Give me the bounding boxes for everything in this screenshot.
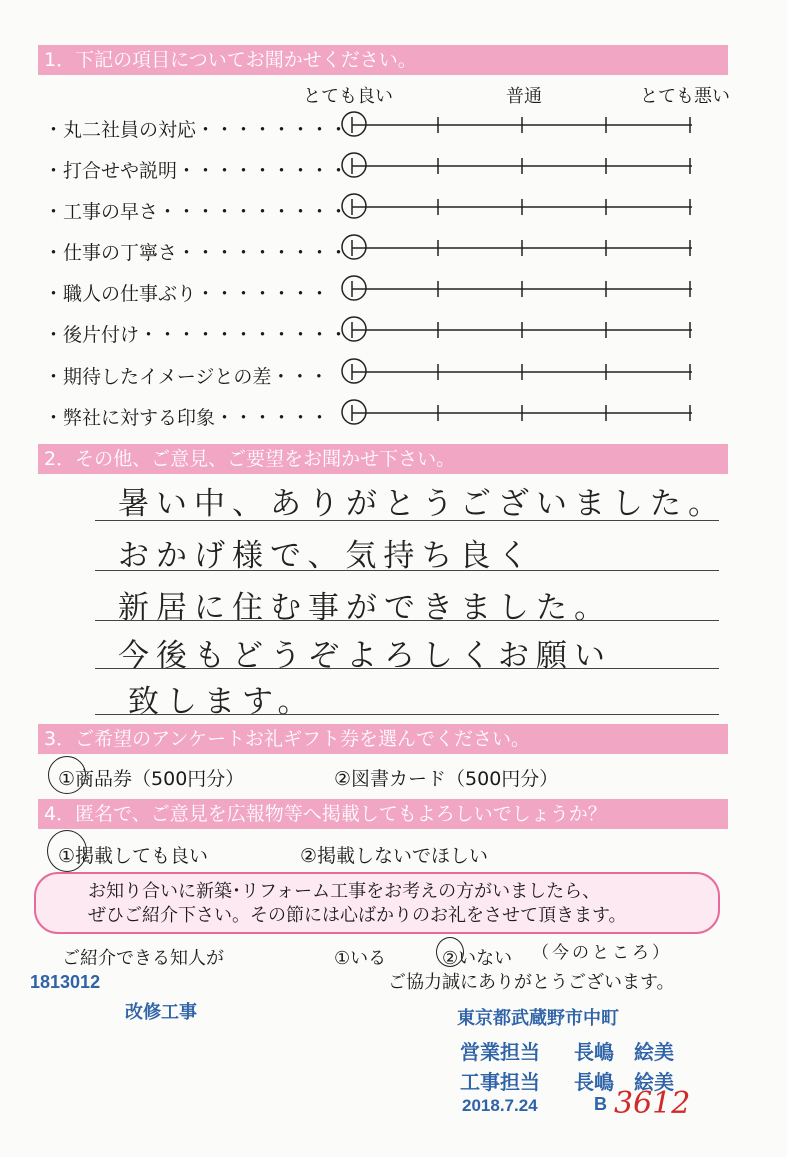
handwritten-line-3: 新居に住む事ができました。 [118, 590, 612, 626]
selection-circle [436, 937, 464, 967]
rating-label-meeting: ・打合せや説明・・・・・・・・・ [44, 160, 349, 182]
customer-code: 1813012 [30, 972, 101, 992]
rating-label-craftsman: ・職人の仕事ぶり・・・・・・・ [44, 283, 330, 305]
notice-line-2: ぜひご紹介下さい。その節には心ばかりのお礼をさせて頂きます。 [88, 905, 627, 926]
ruled-line [95, 668, 719, 669]
section3-heading: 3．ご希望のアンケートお礼ギフト券を選んでください。 [38, 724, 728, 754]
handwritten-line-5: 致します。 [128, 684, 316, 720]
rating-scale-row [342, 317, 692, 341]
work-type: 改修工事 [125, 1002, 197, 1022]
handwritten-line-4: 今後もどうぞよろしくお願い [118, 638, 612, 674]
scale-label-normal: 普通 [506, 86, 542, 107]
rating-label-staff: ・丸二社員の対応・・・・・・・・ [44, 119, 349, 141]
work-rep-name: 長嶋 絵美 [574, 1072, 674, 1094]
rating-scale-row [342, 400, 692, 424]
scale-label-bad: とても悪い [640, 86, 730, 107]
rating-scale-row [342, 276, 692, 300]
referral-notice-box [34, 872, 720, 934]
ruled-line [95, 620, 719, 621]
scale-label-good: とても良い [303, 86, 393, 107]
ruled-line [95, 570, 719, 571]
section4-heading: 4．匿名で、ご意見を広報物等へ掲載してもよろしいでしょうか？ [38, 799, 728, 829]
thanks-message: ご協力誠にありがとうございます。 [388, 972, 675, 993]
survey-date: 2018.7.24 [462, 1096, 538, 1115]
rating-scale-row [342, 112, 692, 136]
sales-rep-name: 長嶋 絵美 [574, 1042, 674, 1064]
rating-scale-row [342, 194, 692, 218]
handwritten-note: （今のところ） [532, 943, 672, 963]
ruled-line [95, 714, 719, 715]
handwritten-number: 3612 [614, 1086, 691, 1121]
ruled-line [95, 520, 719, 521]
rating-label-impression: ・弊社に対する印象・・・・・・ [44, 407, 330, 429]
selection-circle [48, 756, 86, 794]
rating-label-cleanup: ・後片付け・・・・・・・・・・・ [44, 324, 349, 346]
publish-option-deny[interactable]: ②掲載しないでほしい [300, 845, 489, 867]
location: 東京都武蔵野市中町 [457, 1008, 619, 1028]
rating-label-speed: ・工事の早さ・・・・・・・・・・ [44, 201, 349, 223]
rating-label-care: ・仕事の丁寧さ・・・・・・・・・ [44, 242, 349, 264]
section2-heading: 2．その他、ご意見、ご要望をお聞かせ下さい。 [38, 444, 728, 474]
publish-option-allow[interactable]: ①掲載しても良い [58, 845, 209, 867]
rating-scale-row [342, 153, 692, 177]
selection-circle [47, 830, 87, 872]
referral-question: ご紹介できる知人が [62, 948, 224, 969]
rating-scale-grid [330, 105, 710, 435]
work-rep-label: 工事担当 [460, 1072, 540, 1094]
handwritten-line-1: 暑い中、ありがとうございました。 [118, 486, 726, 522]
rating-label-expectation: ・期待したイメージとの差・・・ [44, 366, 329, 388]
rank-letter: B [594, 1094, 607, 1114]
notice-line-1: お知り合いに新築･リフォーム工事をお考えの方がいましたら、 [88, 881, 601, 902]
section1-heading: 1．下記の項目についてお聞かせください。 [38, 45, 728, 75]
rating-scale-row [342, 359, 692, 383]
handwritten-line-2: おかげ様で、気持ち良く [118, 538, 536, 574]
sales-rep-label: 営業担当 [460, 1042, 540, 1064]
referral-option-no[interactable]: ②いない [442, 948, 513, 969]
gift-option-book-card[interactable]: ②図書カード（500円分） [334, 768, 559, 790]
rating-scale-row [342, 235, 692, 259]
referral-option-yes[interactable]: ①いる [334, 948, 387, 969]
gift-option-voucher[interactable]: ①商品券（500円分） [58, 768, 245, 790]
